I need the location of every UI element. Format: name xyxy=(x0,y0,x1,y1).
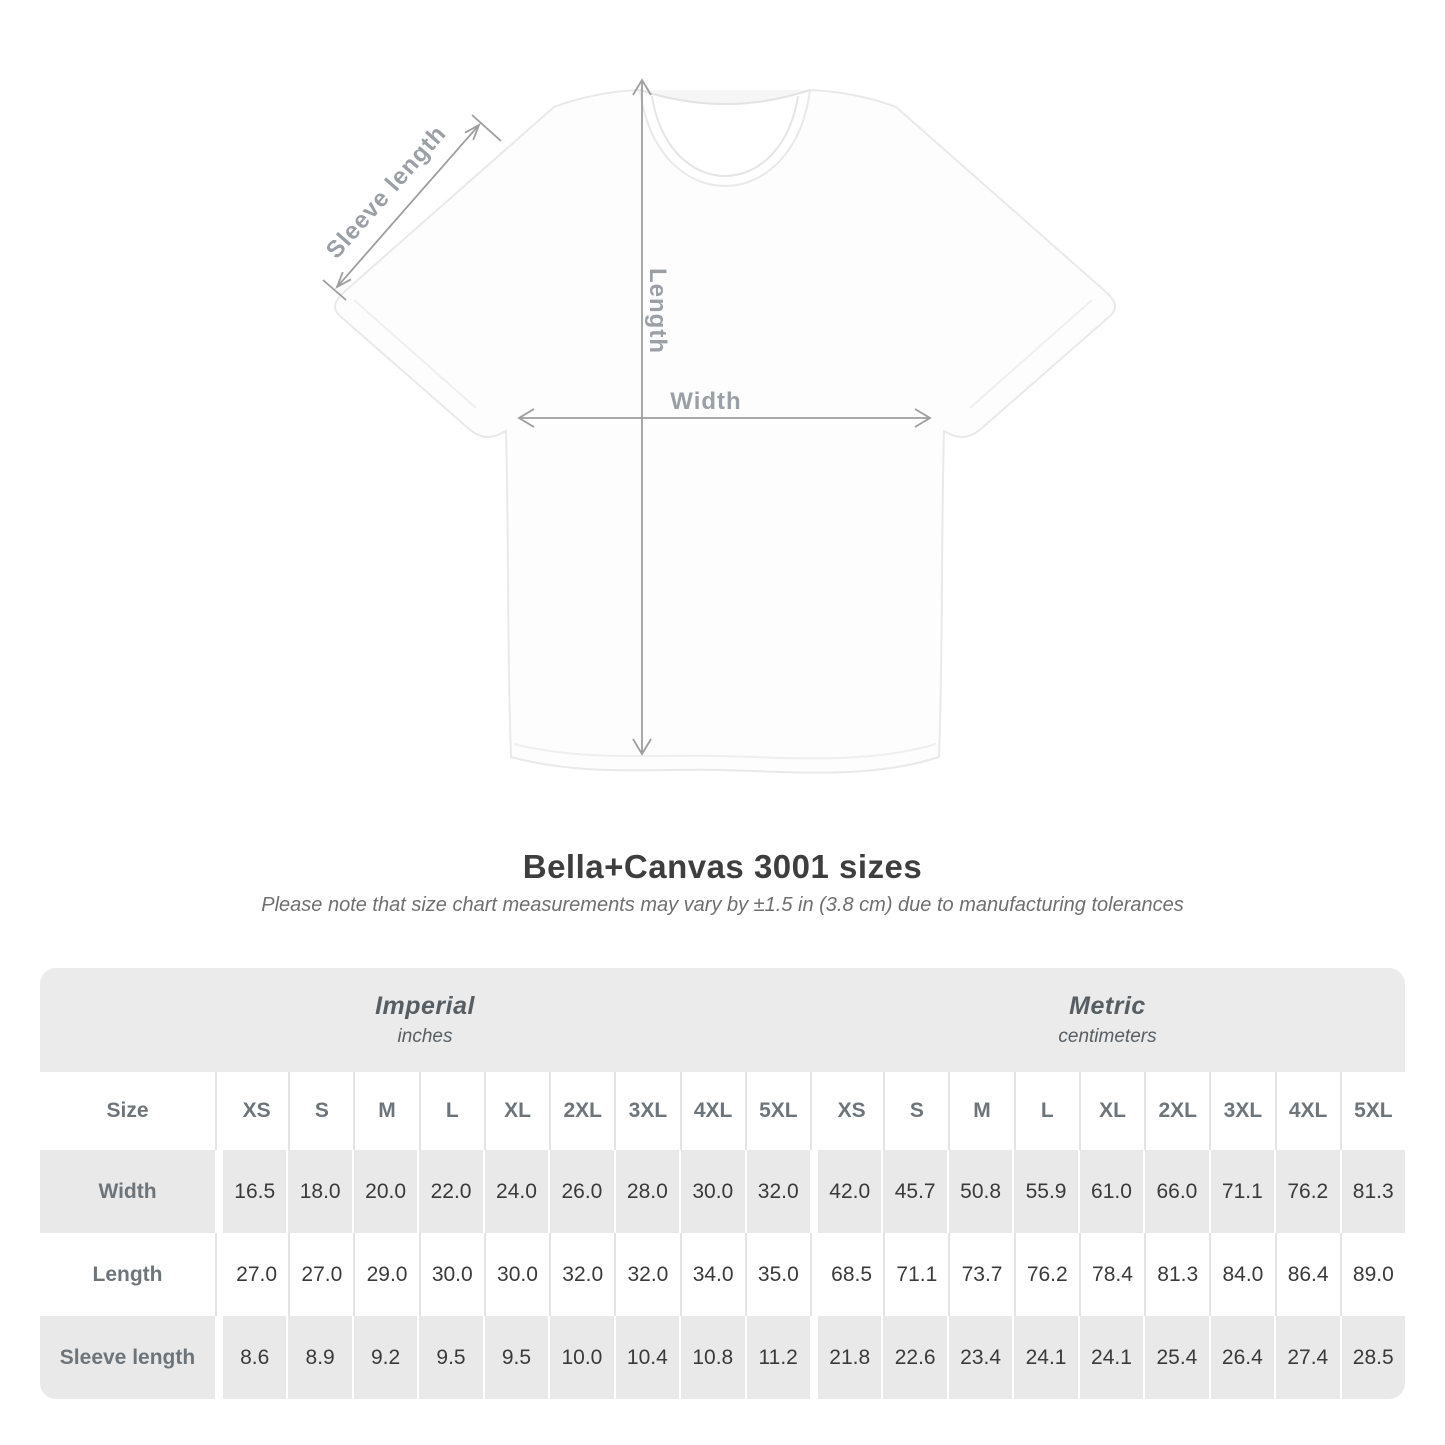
measurement-value: 71.1 xyxy=(1209,1150,1274,1233)
measurement-value: 26.0 xyxy=(548,1150,613,1233)
length-label: Length xyxy=(644,268,671,354)
imperial-label: Imperial xyxy=(375,992,475,1020)
size-column-header: 3XL xyxy=(1209,1072,1274,1150)
measurement-value: 10.0 xyxy=(548,1316,613,1399)
size-column-header: S xyxy=(288,1072,353,1150)
page-subtitle: Please note that size chart measurements may vary by ±1.5 in (3.8 cm) due to manufacturing tolerances xyxy=(261,894,1184,916)
measurement-value: 26.4 xyxy=(1209,1316,1274,1399)
column-divider xyxy=(810,1150,818,1233)
measurement-value: 84.0 xyxy=(1209,1233,1274,1316)
row-label: Sleeve length xyxy=(40,1316,215,1399)
row-label: Length xyxy=(40,1233,215,1316)
size-column-header: M xyxy=(948,1072,1013,1150)
measurement-value: 30.0 xyxy=(484,1233,549,1316)
width-label: Width xyxy=(670,388,742,415)
unit-header-band xyxy=(40,968,1405,1072)
measurement-value: 9.5 xyxy=(417,1316,482,1399)
measurement-value: 27.4 xyxy=(1274,1316,1339,1399)
column-divider xyxy=(810,1233,820,1316)
measurement-value: 10.8 xyxy=(679,1316,744,1399)
size-header-row xyxy=(40,1072,1405,1150)
measurement-value: 23.4 xyxy=(947,1316,1012,1399)
measurement-value: 30.0 xyxy=(419,1233,484,1316)
measurement-value: 27.0 xyxy=(288,1233,353,1316)
measurement-value: 32.0 xyxy=(614,1233,679,1316)
measurement-value: 86.4 xyxy=(1275,1233,1340,1316)
size-column-header: L xyxy=(419,1072,484,1150)
size-column-header: 5XL xyxy=(745,1072,810,1150)
measurement-value: 9.5 xyxy=(483,1316,548,1399)
metric-unit: centimeters xyxy=(1058,1026,1157,1047)
measurement-row-width xyxy=(40,1150,1405,1233)
unit-header-imperial xyxy=(40,968,810,1072)
measurement-value: 42.0 xyxy=(818,1150,881,1233)
measurement-value: 22.6 xyxy=(881,1316,946,1399)
size-column-header: XS xyxy=(225,1072,288,1150)
measurement-value: 28.0 xyxy=(614,1150,679,1233)
measurement-row-sleeve-length xyxy=(40,1316,1405,1399)
size-column-header: XL xyxy=(484,1072,549,1150)
collar-back xyxy=(640,90,810,104)
size-column-header: 3XL xyxy=(614,1072,679,1150)
imperial-unit: inches xyxy=(397,1026,453,1047)
length-imperial-values xyxy=(225,1233,810,1316)
column-divider xyxy=(215,1233,225,1316)
size-column-header: 4XL xyxy=(1275,1072,1340,1150)
measurement-value: 76.2 xyxy=(1274,1150,1339,1233)
measurement-value: 30.0 xyxy=(679,1150,744,1233)
measurement-value: 32.0 xyxy=(549,1233,614,1316)
size-column-header: XL xyxy=(1079,1072,1144,1150)
measurement-value: 81.3 xyxy=(1144,1233,1209,1316)
size-column-header: S xyxy=(883,1072,948,1150)
measurement-value: 20.0 xyxy=(352,1150,417,1233)
measurement-value: 27.0 xyxy=(225,1233,288,1316)
measurement-value: 35.0 xyxy=(745,1233,810,1316)
row-label: Width xyxy=(40,1150,215,1233)
measurement-value: 29.0 xyxy=(353,1233,418,1316)
sleeve-imperial-values xyxy=(223,1316,810,1399)
column-divider xyxy=(215,1316,223,1399)
measurement-value: 8.6 xyxy=(223,1316,286,1399)
column-divider xyxy=(215,1072,225,1150)
measurement-value: 25.4 xyxy=(1143,1316,1208,1399)
measurement-value: 34.0 xyxy=(680,1233,745,1316)
measurement-value: 50.8 xyxy=(947,1150,1012,1233)
measurement-value: 24.0 xyxy=(483,1150,548,1233)
measurement-value: 66.0 xyxy=(1143,1150,1208,1233)
measurement-row-length xyxy=(40,1233,1405,1316)
measurement-value: 76.2 xyxy=(1014,1233,1079,1316)
unit-header-metric xyxy=(810,968,1405,1072)
size-column-header: 2XL xyxy=(549,1072,614,1150)
measurement-value: 9.2 xyxy=(352,1316,417,1399)
measurement-value: 24.1 xyxy=(1078,1316,1143,1399)
page-title: Bella+Canvas 3001 sizes xyxy=(522,848,923,885)
metric-size-headers xyxy=(820,1072,1405,1150)
width-imperial-values xyxy=(223,1150,810,1233)
size-column-header: L xyxy=(1014,1072,1079,1150)
measurement-value: 11.2 xyxy=(745,1316,810,1399)
column-divider xyxy=(215,1150,223,1233)
size-column-header: M xyxy=(353,1072,418,1150)
sleeve-metric-values xyxy=(818,1316,1405,1399)
width-metric-values xyxy=(818,1150,1405,1233)
size-column-header: 2XL xyxy=(1144,1072,1209,1150)
sleeve-length-label: Sleeve length xyxy=(320,120,452,264)
measurement-value: 73.7 xyxy=(948,1233,1013,1316)
measurement-value: 22.0 xyxy=(417,1150,482,1233)
column-divider xyxy=(810,1072,820,1150)
measurement-value: 55.9 xyxy=(1012,1150,1077,1233)
measurement-value: 71.1 xyxy=(883,1233,948,1316)
measurement-value: 61.0 xyxy=(1078,1150,1143,1233)
size-table xyxy=(40,968,1405,1399)
tshirt-shape xyxy=(335,90,1115,773)
measurement-value: 16.5 xyxy=(223,1150,286,1233)
imperial-size-headers xyxy=(225,1072,810,1150)
measurement-value: 28.5 xyxy=(1340,1316,1405,1399)
measurement-value: 68.5 xyxy=(820,1233,883,1316)
length-metric-values xyxy=(820,1233,1405,1316)
measurement-value: 89.0 xyxy=(1340,1233,1405,1316)
size-column-header: XS xyxy=(820,1072,883,1150)
measurement-value: 18.0 xyxy=(286,1150,351,1233)
size-header-label: Size xyxy=(40,1072,215,1150)
measurement-value: 32.0 xyxy=(745,1150,810,1233)
measurement-value: 81.3 xyxy=(1340,1150,1405,1233)
metric-label: Metric xyxy=(1069,992,1146,1020)
measurement-value: 8.9 xyxy=(286,1316,351,1399)
column-divider xyxy=(810,1316,818,1399)
size-column-header: 4XL xyxy=(680,1072,745,1150)
measurement-value: 45.7 xyxy=(881,1150,946,1233)
measurement-value: 24.1 xyxy=(1012,1316,1077,1399)
measurement-value: 10.4 xyxy=(614,1316,679,1399)
measurement-value: 21.8 xyxy=(818,1316,881,1399)
measurement-value: 78.4 xyxy=(1079,1233,1144,1316)
size-column-header: 5XL xyxy=(1340,1072,1405,1150)
